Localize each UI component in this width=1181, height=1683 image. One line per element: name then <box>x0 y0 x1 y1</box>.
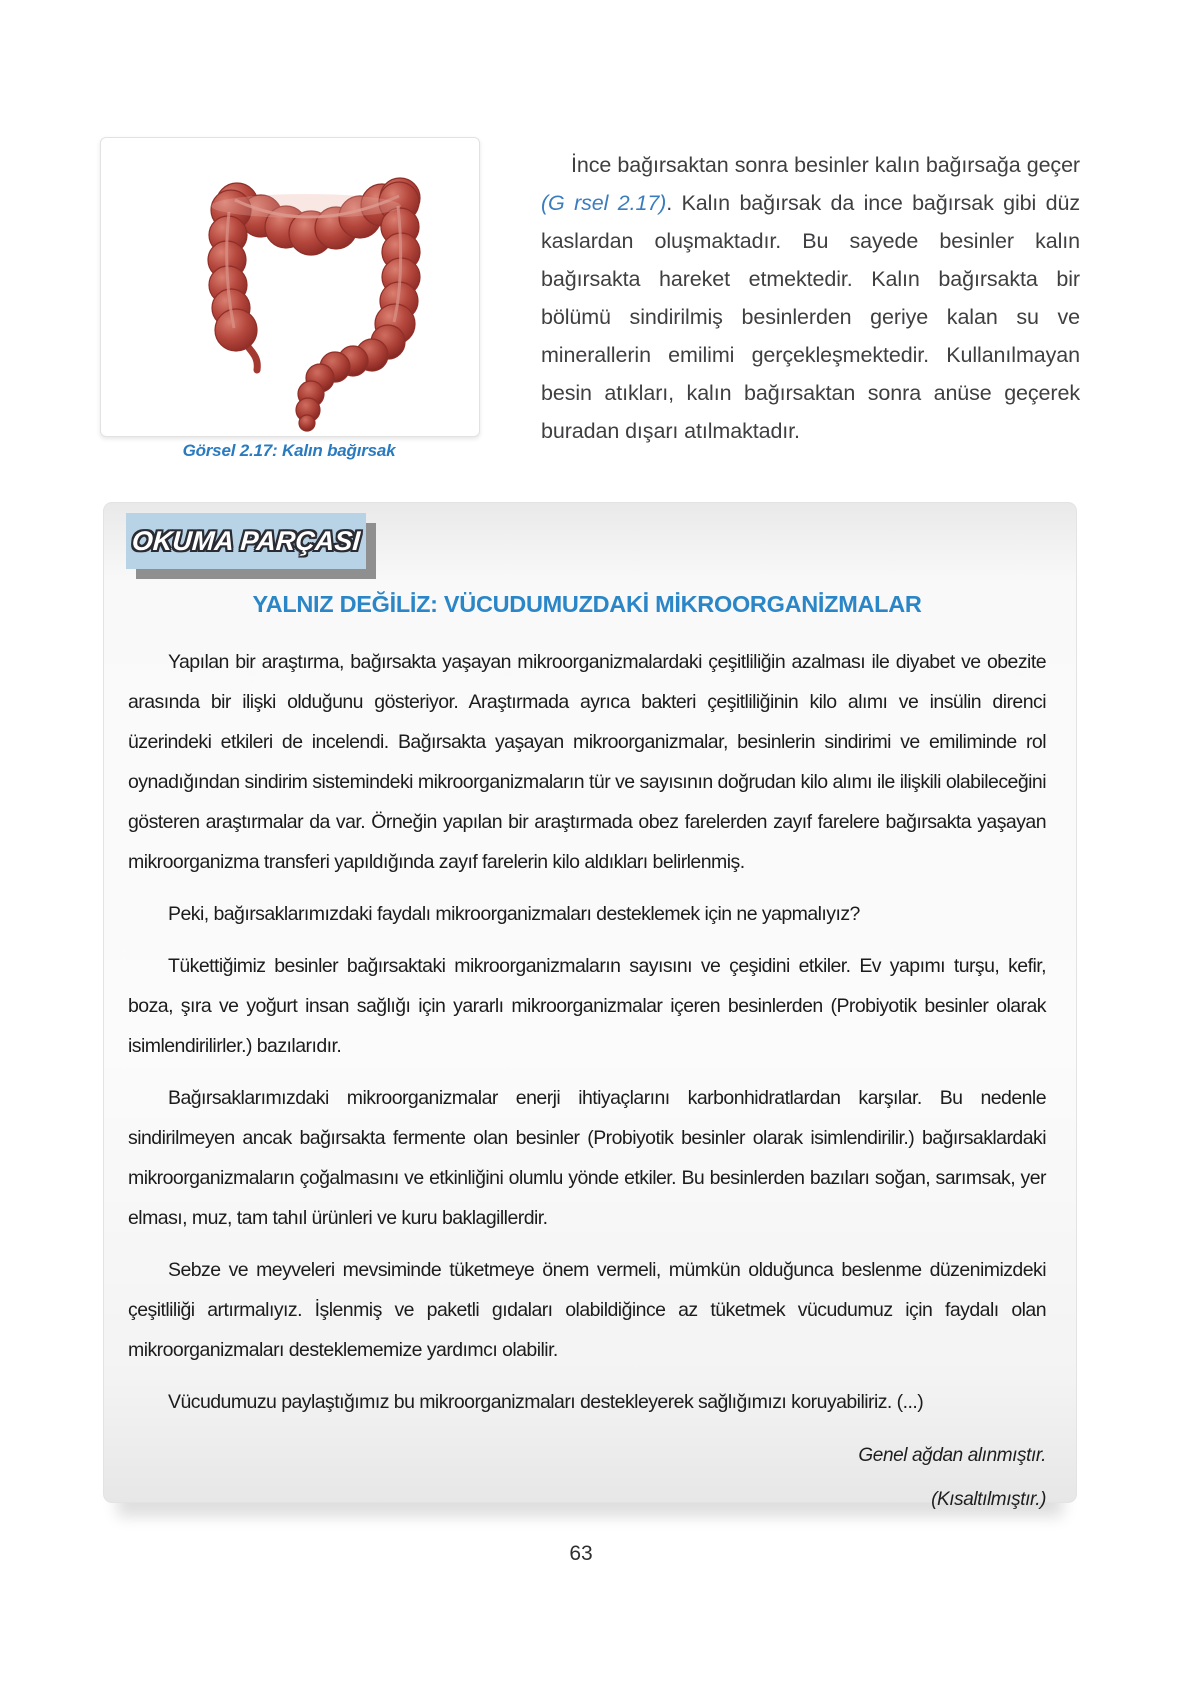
reading-badge-label: OKUMA PARÇASI <box>130 525 362 556</box>
large-intestine-icon <box>101 138 479 436</box>
intro-text-before: İnce bağırsaktan sonra besinler kalın bağırsağa geçer <box>571 153 1080 177</box>
figure-box <box>100 137 480 437</box>
reading-paragraph: Peki, bağırsaklarımızdaki faydalı mikroorganizmaları desteklemek için ne yapmalıyız? <box>168 903 860 925</box>
reading-box <box>103 502 1077 1510</box>
attribution-note: (Kısaltılmıştır.) <box>931 1489 1046 1510</box>
reading-paragraph: Yapılan bir araştırma, bağırsakta yaşayan mikroorganizmalardaki çeşitliliğin azalması ile diyabet ve obezite arasında bir ilişki olduğunu gösteriyor. Araştırmada ayrıca bakteri çeşitliliğinin kilo alımı ve insülin direnci üzerindeki etkileri de incelendi. Bağırsakta yaşayan mikroorganizmalar, besinlerin sindirimi ve emiliminde rol oynadığından sindirim sistemindeki mikroorganizmaların tür ve sayısının doğrudan kilo alımı ile ilişkili olabileceğini gösteren araştırmalar da var. Örneğin yapılan bir araştırmada obez farelerden zayıf farelere bağırsakta yaşayan mikroorganizma transferi yapıldığında zayıf farelerin kilo aldıkları belirlenmiş. <box>128 651 1046 873</box>
reading-badge <box>126 513 366 569</box>
intro-text-after: . Kalın bağırsak da ince bağırsak gibi düz kaslardan oluşmaktadır. Bu sayede besinler kalın bağırsakta hareket etmektedir. Kalın bağırsakta bir bölümü sindirilmiş besinlerden geriye kalan su ve minerallerin emilimi gerçekleşmektedir. Kullanılmayan besin atıkları, kalın bağırsaktan sonra anüse geçerek buradan dışarı atılmaktadır. <box>541 191 1080 443</box>
intro-paragraph <box>541 146 1080 450</box>
figure-reference: (G rsel 2.17) <box>541 191 667 215</box>
attribution <box>128 1434 1046 1522</box>
reading-paragraph: Sebze ve meyveleri mevsiminde tüketmeye önem vermeli, mümkün olduğunca beslenme düzenimizdeki çeşitliliği artırmalıyız. İşlenmiş ve paketli gıdaları olabildiğince az tüketmek vücudumuz için faydalı olan mikroorganizmaları desteklememize yardımcı olabilir. <box>128 1259 1046 1361</box>
attribution-source: Genel ağdan alınmıştır. <box>858 1445 1046 1466</box>
reading-paragraph: Tükettiğimiz besinler bağırsaktaki mikroorganizmaların sayısını ve çeşidini etkiler. Ev yapımı turşu, kefir, boza, şıra ve yoğurt insan sağlığı için yararlı mikroorganizmalar içeren besinlerden (Probiyotik besinler olarak isimlendirilirler.) bazılarıdır. <box>128 955 1046 1057</box>
reading-content <box>128 591 1046 1522</box>
reading-paragraph: Bağırsaklarımızdaki mikroorganizmalar enerji ihtiyaçlarını karbonhidratlardan karşılar. Bu nedenle sindirilmeyen ancak bağırsakta fermente olan besinler (Probiyotik besinler olarak isimlendirilir.) bağırsaklardaki mikroorganizmaların çoğalmasını ve etkinliğini olumlu yönde etkiler. Bu besinlerden bazıları soğan, sarımsak, yer elması, muz, tam tahıl ürünleri ve kuru baklagillerdir. <box>128 1087 1046 1229</box>
reading-title: YALNIZ DEĞİLİZ: VÜCUDUMUZDAKİ MİKROORGANİZMALAR <box>252 591 922 617</box>
figure-caption: Görsel 2.17: Kalın bağırsak <box>182 441 396 460</box>
page-number: 63 <box>569 1542 593 1565</box>
reading-paragraph: Vücudumuzu paylaştığımız bu mikroorganizmaları destekleyerek sağlığımızı koruyabiliriz. (...) <box>168 1391 924 1413</box>
